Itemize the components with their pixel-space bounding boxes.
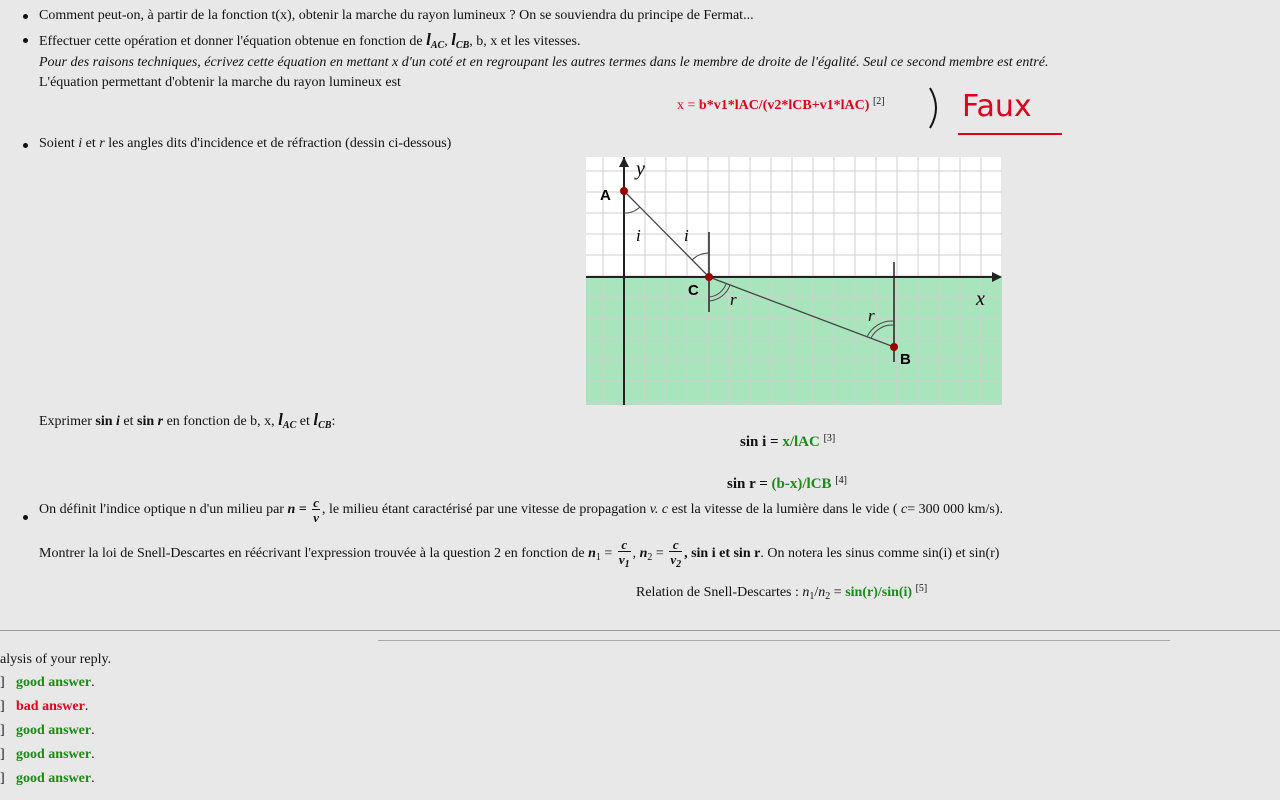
question-4-et: et [119,414,137,429]
c-eq: c [900,502,908,518]
answer-5[interactable]: sin(r)/sin(i) [845,585,913,600]
question-4-prefix: Exprimer [39,414,96,429]
n1-sub: 1 [595,552,601,564]
analysis-period: . [84,699,89,714]
label-b: B [900,351,911,368]
q4-var-l-ac: l [278,410,283,429]
analysis-period: . [91,723,95,738]
q4-sub-ac: AC [282,420,297,431]
question-5-mid: , le milieu étant caractérisé par une vitesse de propagation [322,502,650,518]
point-a [620,187,628,195]
divider-short [378,640,1170,641]
fraction-c-v [312,496,320,524]
analysis-verdict: bad answer [16,699,85,714]
question-3-suffix: les angles dits d'incidence et de réfraction (dessin ci-dessous) [104,136,452,151]
fraction-c-v1 [618,538,631,570]
analysis-item [0,771,95,787]
angle-i-c [692,253,709,260]
frac-c-1: c [618,538,631,552]
question-2-note: Pour des raisons techniques, écrivez cette équation en mettant x d'un coté et en regroupant les autres termes dans le membre de droite de l'égalité. Seul ce second membre est entré. [39,55,1049,70]
analysis-period: . [91,771,95,786]
frac-v1 [618,552,631,570]
n2-label: n [639,546,648,562]
snell-suffix: . On notera les sinus comme sin(i) et sin(r) [760,546,1000,562]
n1-label: n [588,546,596,562]
answer-3[interactable]: x/lAC [782,434,820,450]
var-r: r [99,136,105,151]
answer-4[interactable]: (b-x)/lCB [771,476,832,492]
n-eq: n = [287,502,311,518]
answer-4-line [727,475,847,493]
handwritten-label: Faux [962,89,1032,124]
analysis-verdict: good answer [16,675,92,690]
frac-c-2: c [669,538,682,552]
refraction-figure [586,157,1002,405]
v2-label: v [670,552,677,567]
answer-2[interactable]: b*v1*lAC/(v2*lCB+v1*lAC) [698,98,870,113]
var-l-cb: l [451,30,456,49]
analysis-period: . [91,675,95,690]
snell-prefix: Montrer la loi de Snell-Descartes en réécrivant l'expression trouvée à la question 2 en fonction de [39,546,589,562]
question-2-prefix: Effectuer cette opération et donner l'équation obtenue en fonction de [39,34,427,49]
analysis-period: . [91,747,95,762]
bullet-q5 [23,515,28,520]
analysis-title: alysis of your reply. [0,652,112,667]
sub-cb: CB [455,40,470,51]
frac-v2 [669,552,682,570]
relation-n1-sub: 1 [809,591,815,602]
question-2-suffix: , b, x et les vitesses. [469,34,581,49]
q4-var-i: i [116,414,120,429]
analysis-item [0,747,95,763]
question-5-prefix: On définit l'indice optique n d'un milieu par [39,502,288,518]
q4-var-r: r [157,414,164,429]
analysis-item [0,675,95,691]
text-c: . c [654,502,669,518]
var-i: i [78,136,83,151]
analysis-verdict: good answer [16,723,92,738]
divider-full [0,630,1280,631]
n2-sub: 2 [647,552,653,564]
question-4-et2: et [296,414,314,429]
handwritten-annotation [920,82,1070,142]
snell-instruction: Montrer la loi de Snell-Descartes en réécrivant l'expression trouvée à la question 2 en fonction de $n_1$ = $\frac{c}{v_1}$ , $n_2$ = $\frac{c}{v_2}$ , sin i et sin r. On notera les sinus comme sin(i) et sin(r) [39,537,1000,570]
sinr-lhs: sin r = [727,476,772,492]
question-2-text: Effectuer cette opération et donner l'équation obtenue en fonction de $l_{AC}$, $l_{CB}$, b, x et les vitesses. [39,30,581,51]
relation-n1: n [802,585,810,600]
question-4-colon: : [331,414,336,429]
question-1-text: Comment peut-on, à partir de la fonction t(x), obtenir la marche du rayon lumineux ? On se souviendra du principe de Fermat... [39,8,754,23]
point-c [705,273,713,281]
q4-var-l-cb: l [313,410,319,429]
fraction-c-v2 [669,538,682,570]
eq-lhs-x: x = [677,98,699,113]
q4-sub-cb: CB [318,420,332,431]
v1-sub: 1 [624,559,630,570]
label-i-a: i [636,226,641,245]
analysis-item [0,723,95,739]
question-5-text [39,496,1003,524]
question-2-answer-line [677,96,885,114]
bullet-q1 [23,14,28,19]
label-i-c: i [684,226,689,245]
label-x: x [976,288,985,310]
analysis-bracket: ] [0,723,5,738]
label-y: y [636,158,645,180]
answer-5-line: Relation de Snell-Descartes : $n_1/n_2 = \sin(r)/\sin(i)$ [5] [636,583,928,602]
ref-3: [3] [823,433,836,444]
ref-5: [5] [915,583,928,594]
relation-label: Relation de Snell-Descartes : [636,585,803,600]
answer-3-line [740,433,835,451]
sini-lhs: sin i = [740,434,783,450]
question-3-et: et [82,136,100,151]
relation-n2: n [818,585,826,600]
water-region [586,277,1002,405]
y-axis-arrow [619,157,629,167]
angle-i-a [624,207,640,213]
label-c: C [688,282,699,299]
analysis-verdict: good answer [16,747,92,762]
var-l-ac: l [426,30,431,49]
var-v: v [649,502,655,518]
label-r-b: r [868,306,875,325]
ref-4: [4] [835,475,847,486]
analysis-bracket: ] [0,747,5,762]
ref-2: [2] [872,96,885,107]
frac-num: c [313,495,319,510]
bullet-q3 [23,143,28,148]
analysis-bracket: ] [0,675,5,690]
question-3-prefix: Soient [39,136,79,151]
bullet-q2 [23,38,28,43]
point-b [890,343,898,351]
question-3-text [39,136,451,152]
question-2-eq-label: L'équation permettant d'obtenir la marche du rayon lumineux est [39,75,401,90]
sin-label-1: sin [95,414,113,429]
analysis-bracket: ] [0,699,5,714]
sin-label-2: sin [137,414,155,429]
sub-ac: AC [430,40,445,51]
frac-den: v [313,510,319,525]
analysis-verdict: good answer [16,771,92,786]
question-4-text [39,410,335,431]
snell-mid: , sin i et sin r [684,546,761,562]
question-5-end2: = 300 000 km/s). [907,502,1003,518]
question-4-suffix: en fonction de b, x, [163,414,279,429]
label-r-c: r [730,290,737,309]
v1-label: v [618,552,625,567]
question-5-end: est la vitesse de la lumière dans le vide ( [668,502,901,518]
analysis-item [0,699,88,715]
analysis-bracket: ] [0,771,5,786]
label-a: A [600,187,611,204]
relation-n2-sub: 2 [825,591,831,602]
v2-sub: 2 [676,559,682,570]
